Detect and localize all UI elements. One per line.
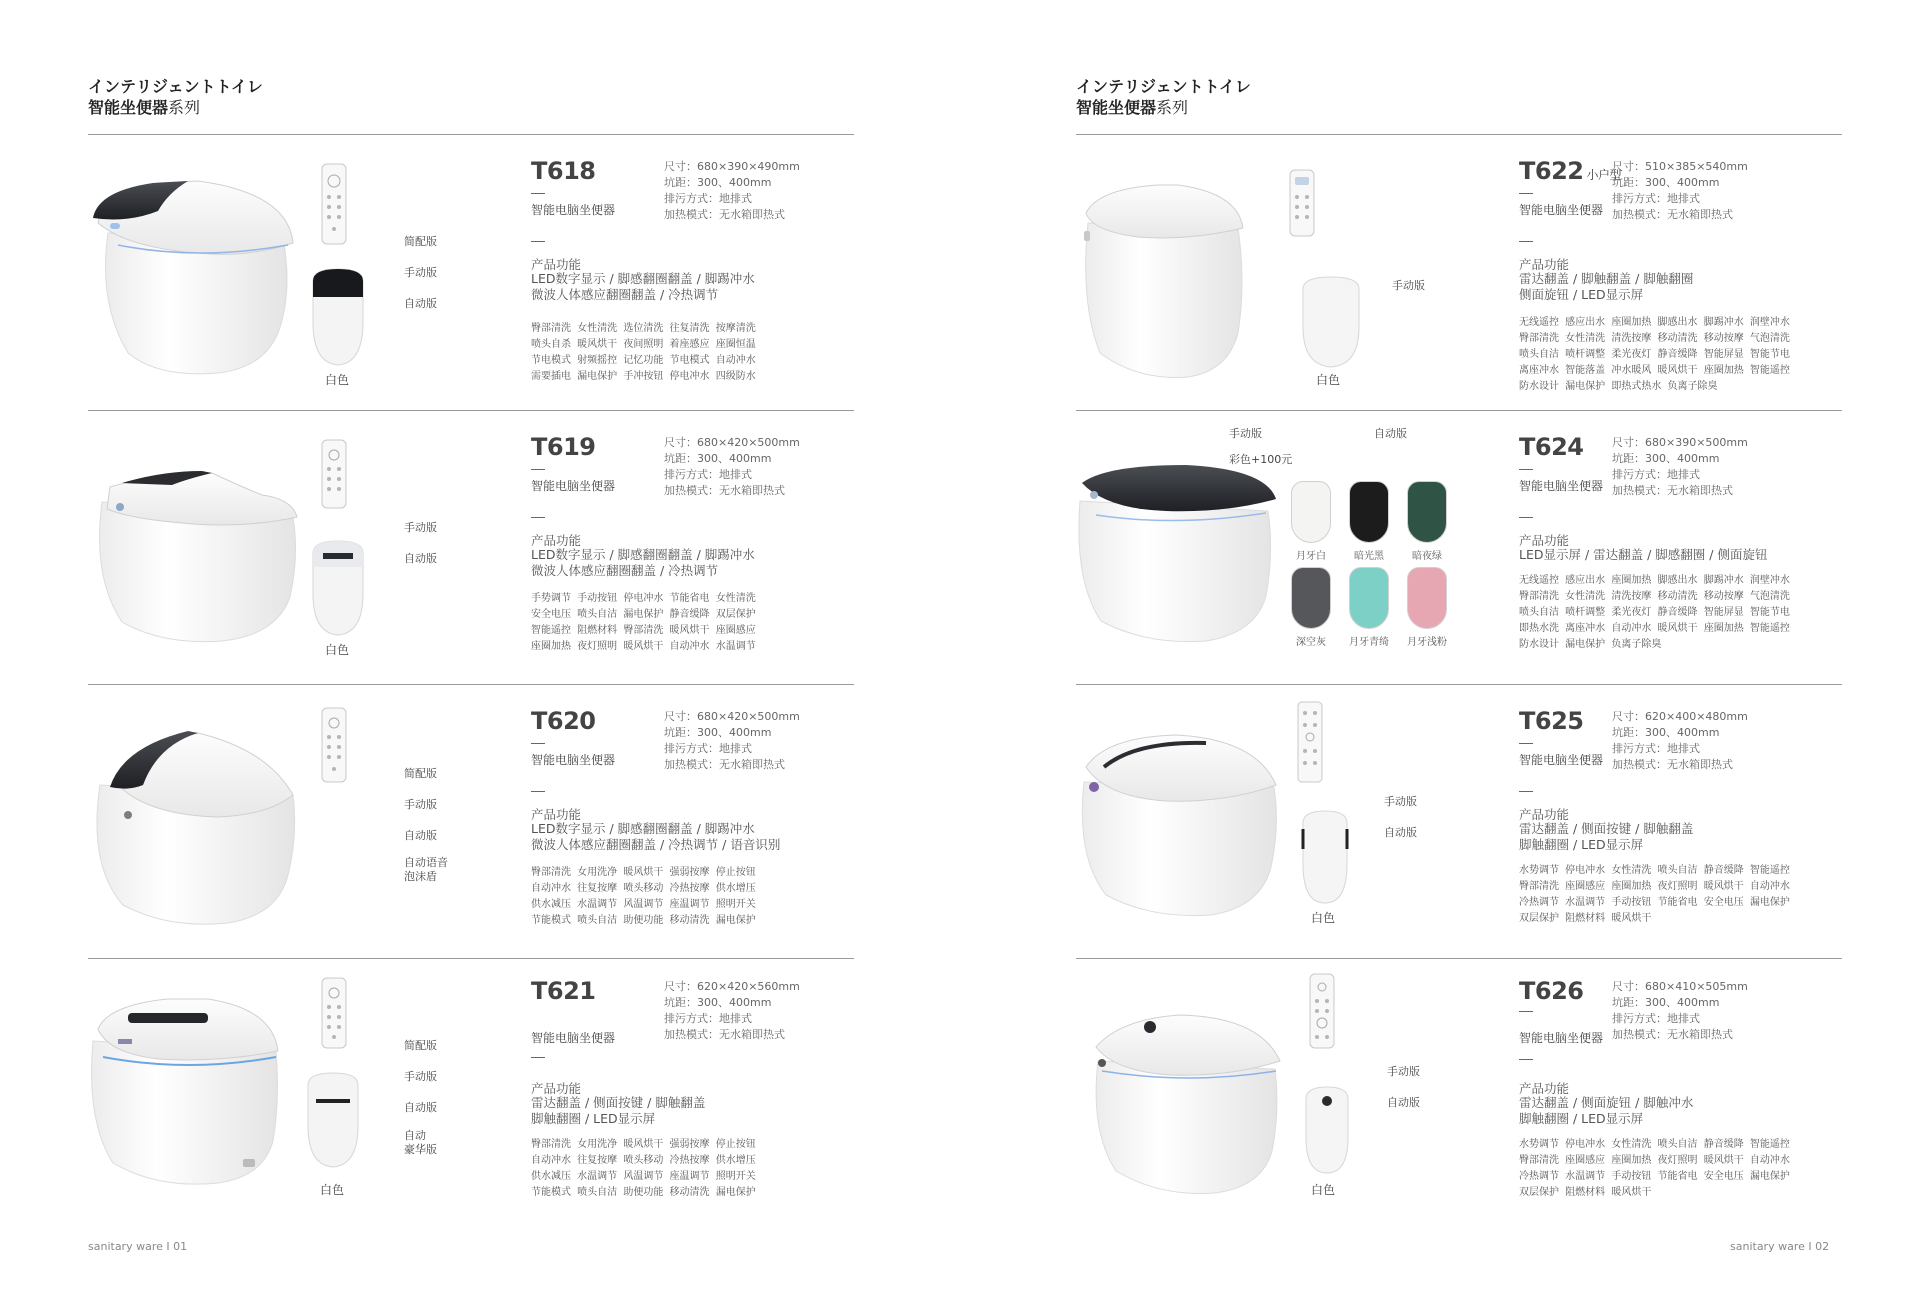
color-label: 白色 [325,373,350,387]
remote-control-icon [321,707,347,783]
features-text: LED数字显示 / 脚感翻圈翻盖 / 脚踢冲水 微波人体感应翻圈翻盖 / 冷热调节 [531,547,755,578]
version-simple: 简配版 [404,235,437,248]
features-text: 雷达翻盖 / 侧面按键 / 脚触翻盖 脚触翻圈 / LED显示屏 [531,1095,706,1126]
spec-list: 尺寸：510×385×540mm 坑距：300、400mm 排污方式：地排式 加热模式：无水箱即热式 [1612,160,1748,221]
product-type: 智能电脑坐便器 [1519,1031,1604,1045]
feature-tags: 臀部清洗 女性清洗 选位清洗 往复清洗 按摩清洗 喷头自杀 暖风烘干 夜间照明 着座感应 座圈恒温 节电模式 射频摇控 记忆功能 节电模式 自动冲水 需要插电 漏电保护 手冲按钮 停电冲水 四级防水 [531,323,756,382]
version-auto: 自动版 [1384,826,1417,839]
spec-list: 尺寸：680×410×505mm 坑距：300、400mm 排污方式：地排式 加热模式：无水箱即热式 [1612,980,1748,1041]
color-label: 白色 [320,1183,345,1197]
color-label: 白色 [1311,911,1336,925]
product-type: 智能电脑坐便器 [1519,753,1604,767]
features-text: 雷达翻盖 / 脚触翻盖 / 脚触翻圈 侧面旋钮 / LED显示屏 [1519,271,1694,302]
dash [531,791,545,792]
dash [1519,743,1533,744]
toilet-image [88,153,298,383]
toilet-image [88,991,288,1191]
color-swatch [1344,481,1394,563]
features-text: 雷达翻盖 / 侧面旋钮 / 脚触冲水 脚触翻圈 / LED显示屏 [1519,1095,1694,1126]
dash [1519,1011,1533,1012]
page-title [1076,76,1251,118]
product-type: 智能电脑坐便器 [531,479,616,493]
seat-top-view-image [1299,809,1351,905]
product-t620 [88,685,854,959]
color-swatch [1286,481,1336,563]
model-number: T620 [531,707,596,735]
version-manual: 手动版 [404,266,437,279]
dash [531,469,545,470]
dash [531,241,545,242]
swatch-seat-shape [1349,481,1389,543]
swatch-seat-shape [1407,567,1447,629]
product-t618 [88,135,854,411]
model-number: T622 小户型 [1519,157,1621,185]
swatch-seat-shape [1291,481,1331,543]
feature-tags: 水势调节 停电冲水 女性清洗 喷头自洁 静音缓降 智能遥控 臀部清洗 座圈感应 座圈加热 夜灯照明 暖风烘干 自动冲水 冷热调节 水温调节 手动按钮 节能省电 安全电压 漏电保护 双层保护 阻燃材料 暖风烘干 [1519,865,1790,924]
dash [531,193,545,194]
features-label: 产品功能 [531,257,582,272]
version-auto: 自动版 [404,552,437,565]
product-t625 [1076,685,1842,959]
model-number: T621 [531,977,596,1005]
version-auto-deluxe: 自动 [404,1129,426,1142]
features-label: 产品功能 [531,1081,582,1096]
feature-tags: 臀部清洗 女用洗净 暖风烘干 强弱按摩 停止按钮 自动冲水 往复按摩 喷头移动 冷热按摩 供水增压 供水减压 水温调节 风温调节 座温调节 照明开关 节能模式 喷头自洁 助便功能 移动清洗 漏电保护 [531,867,756,926]
spec-list: 尺寸：680×420×500mm 坑距：300、400mm 排污方式：地排式 加热模式：无水箱即热式 [664,710,800,771]
seat-top-view-image [309,267,367,367]
color-label: 白色 [1311,1183,1336,1197]
color-label: 白色 [325,643,350,657]
version-foam-shield: 泡沫盾 [404,870,437,883]
version-manual: 手动版 [1229,427,1262,440]
version-auto: 自动版 [404,1101,437,1114]
color-label: 白色 [1316,373,1341,387]
version-manual: 手动版 [404,1070,437,1083]
color-swatch [1344,567,1394,649]
page-footer: sanitary ware Ι 02 [1730,1240,1830,1253]
color-swatch [1402,567,1452,649]
product-type: 智能电脑坐便器 [531,753,616,767]
toilet-image [1078,183,1248,383]
features-label: 产品功能 [1519,807,1570,822]
features-text: LED显示屏 / 雷达翻盖 / 脚感翻圈 / 侧面旋钮 [1519,547,1768,562]
seat-top-view-image [1302,1085,1352,1175]
title-chinese: 智能坐便器系列 [88,98,201,117]
feature-tags: 水势调节 停电冲水 女性清洗 喷头自洁 静音缓降 智能遥控 臀部清洗 座圈感应 座圈加热 夜灯照明 暖风烘干 自动冲水 冷热调节 水温调节 手动按钮 节能省电 安全电压 漏电保护 双层保护 阻燃材料 暖风烘干 [1519,1139,1790,1198]
version-auto: 自动版 [1387,1096,1420,1109]
version-deluxe: 豪华版 [404,1143,437,1156]
title-chinese: 智能坐便器系列 [1076,98,1189,117]
swatch-seat-shape [1407,481,1447,543]
toilet-image [1076,461,1281,646]
version-manual: 手动版 [1392,279,1425,292]
product-type: 智能电脑坐便器 [1519,203,1604,217]
features-text: 雷达翻盖 / 侧面按键 / 脚触翻盖 脚触翻圈 / LED显示屏 [1519,821,1694,852]
version-manual: 手动版 [404,798,437,811]
product-type: 智能电脑坐便器 [1519,479,1604,493]
dash [1519,241,1533,242]
product-type: 智能电脑坐便器 [531,1031,616,1045]
dash [1519,791,1533,792]
seat-top-view-image [304,1071,362,1169]
swatch-label: 深空灰 [1296,637,1326,648]
product-t624 [1076,411,1842,685]
page-title [88,76,263,118]
toilet-image [1076,727,1286,922]
remote-control-icon [1289,169,1315,237]
product-t621 [88,959,854,1231]
product-type: 智能电脑坐便器 [531,203,616,217]
product-t619 [88,411,854,685]
swatch-label: 暗光黑 [1354,551,1384,562]
model-number: T625 [1519,707,1584,735]
version-simple: 简配版 [404,1039,437,1052]
version-auto: 自动版 [1374,427,1407,440]
swatch-label: 暗夜绿 [1412,551,1442,562]
remote-control-icon [1297,701,1323,783]
dash [1519,517,1533,518]
product-t626 [1076,959,1842,1231]
version-manual: 手动版 [1387,1065,1420,1078]
remote-control-icon [321,439,347,509]
color-swatch [1286,567,1336,649]
product-t622 [1076,135,1842,411]
dash [531,517,545,518]
version-auto-voice: 自动语音 [404,856,448,869]
features-label: 产品功能 [531,533,582,548]
version-auto: 自动版 [404,297,437,310]
feature-tags: 无线遥控 感应出水 座圈加热 脚感出水 脚踢冲水 润壁冲水 臀部清洗 女性清洗 清洗按摩 移动清洗 移动按摩 气泡清洗 喷头自洁 喷杆调整 柔光夜灯 静音缓降 智能屏显 智能节电 离座冲水 智能落盖 冲水暖风 暖风烘干 座圈加热 智能遥控 防水设计 漏电保护 即热式热水 负离子除臭 [1519,317,1790,392]
seat-top-view-image [309,539,367,637]
feature-tags: 臀部清洗 女用洗净 暖风烘干 强弱按摩 停止按钮 自动冲水 往复按摩 喷头移动 冷热按摩 供水增压 供水减压 水温调节 风温调节 座温调节 照明开关 节能模式 喷头自洁 助便功能 移动清洗 漏电保护 [531,1139,756,1198]
swatch-seat-shape [1291,567,1331,629]
dash [531,1057,545,1058]
swatch-seat-shape [1349,567,1389,629]
title-japanese: インテリジェントトイレ [88,77,263,96]
model-number: T619 [531,433,596,461]
version-simple: 简配版 [404,767,437,780]
features-label: 产品功能 [531,807,582,822]
model-number: T618 [531,157,596,185]
swatch-label: 月牙白 [1296,551,1326,562]
dash [1519,193,1533,194]
spec-list: 尺寸：680×390×500mm 坑距：300、400mm 排污方式：地排式 加热模式：无水箱即热式 [1612,436,1748,497]
color-extra-price: 彩色+100元 [1229,453,1293,466]
remote-control-icon [1309,973,1335,1049]
dash [1519,469,1533,470]
spec-list: 尺寸：680×390×490mm 坑距：300、400mm 排污方式：地排式 加热模式：无水箱即热式 [664,160,800,221]
remote-control-icon [321,977,347,1049]
version-auto: 自动版 [404,829,437,842]
features-label: 产品功能 [1519,533,1570,548]
features-text: LED数字显示 / 脚感翻圈翻盖 / 脚踢冲水 微波人体感应翻圈翻盖 / 冷热调节 [531,271,755,302]
spec-list: 尺寸：680×420×500mm 坑距：300、400mm 排污方式：地排式 加热模式：无水箱即热式 [664,436,800,497]
model-number: T626 [1519,977,1584,1005]
toilet-image [92,457,302,647]
spec-list: 尺寸：620×420×560mm 坑距：300、400mm 排污方式：地排式 加热模式：无水箱即热式 [664,980,800,1041]
toilet-image [1090,1011,1290,1201]
features-text: LED数字显示 / 脚感翻圈翻盖 / 脚踢冲水 微波人体感应翻圈翻盖 / 冷热调节 / 语音识别 [531,821,781,852]
version-manual: 手动版 [404,521,437,534]
features-label: 产品功能 [1519,257,1570,272]
model-tag: 小户型 [1586,168,1621,182]
version-manual: 手动版 [1384,795,1417,808]
right-page [960,0,1920,1311]
color-swatches [1286,481,1466,661]
model-number: T624 [1519,433,1584,461]
feature-tags: 无线遥控 感应出水 座圈加热 脚感出水 脚踢冲水 润壁冲水 臀部清洗 女性清洗 清洗按摩 移动清洗 移动按摩 气泡清洗 喷头自洁 喷杆调整 柔光夜灯 静音缓降 智能屏显 智能节电 即热水洗 离座冲水 自动冲水 暖风烘干 座圈加热 智能遥控 防水设计 漏电保护 负离子除臭 [1519,575,1790,650]
feature-tags: 手势调节 手动按钮 停电冲水 节能省电 女性清洗 安全电压 喷头自洁 漏电保护 静音缓降 双层保护 智能遥控 阻燃材料 臀部清洗 暖风烘干 座圈感应 座圈加热 夜灯照明 暖风烘干 自动冲水 水温调节 [531,593,756,652]
dash [1519,1059,1533,1060]
color-swatch [1402,481,1452,563]
toilet-image [88,725,303,930]
swatch-label: 月牙浅粉 [1407,637,1447,648]
swatch-label: 月牙青绮 [1349,637,1389,648]
dash [531,743,545,744]
remote-control-icon [321,163,347,245]
features-label: 产品功能 [1519,1081,1570,1096]
page-footer: sanitary ware Ι 01 [88,1240,188,1253]
spec-list: 尺寸：620×400×480mm 坑距：300、400mm 排污方式：地排式 加热模式：无水箱即热式 [1612,710,1748,771]
seat-top-view-image [1299,275,1363,369]
title-japanese: インテリジェントトイレ [1076,77,1251,96]
